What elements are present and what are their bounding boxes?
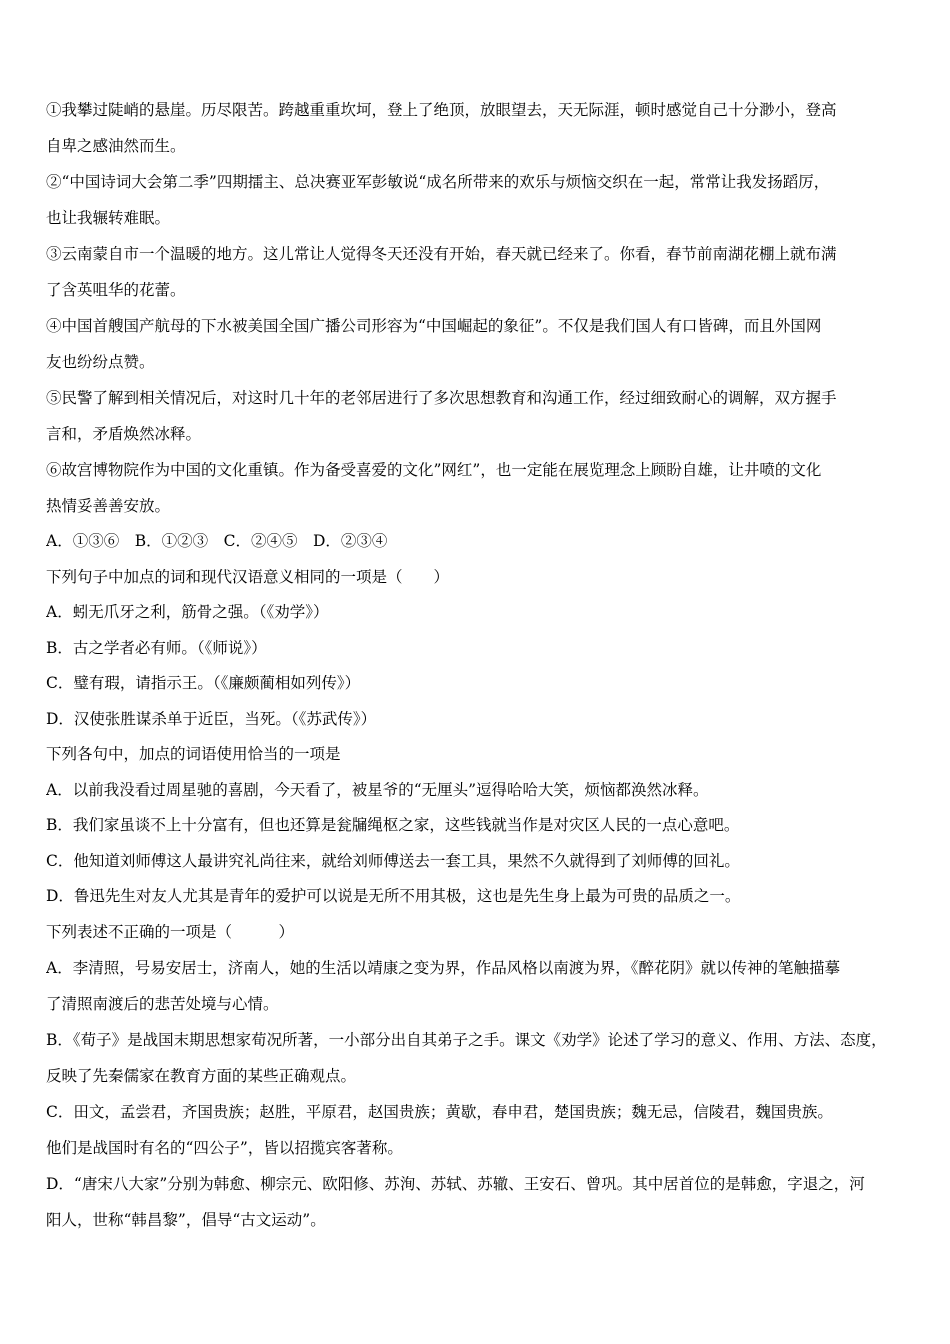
option-line: A．蚓无爪牙之利，筋骨之强。（《劝学》）	[46, 603, 329, 621]
option-line: D．鲁迅先生对友人尤其是青年的爱护可以说是无所不用其极，这也是先生身上最为可贵的品质之一。	[46, 887, 741, 905]
section1-statements	[46, 92, 912, 560]
option-line: A．以前我没看过周星驰的喜剧，今天看了，被星爷的“无厘头”逗得哈哈大笑，烦恼都涣然冰释。	[46, 780, 709, 799]
statement-line: ④中国首艘国产航母的下水被美国全国广播公司形容为“中国崛起的象征”。不仅是我们国人有口皆碑，而且外国网	[46, 317, 822, 335]
statement-line: 言和，矛盾焕然冰释。	[46, 425, 202, 443]
statement-line: 热情妥善善安放。	[46, 497, 171, 515]
question-3	[46, 737, 912, 915]
statement-line: ③云南蒙自市一个温暖的地方。这儿常让人觉得冬天还没有开始，春天就已经来了。你看，春节前南湖花棚上就布满	[46, 245, 837, 263]
document-page	[46, 92, 912, 1238]
option-line: D．“唐宋八大家”分别为韩愈、柳宗元、欧阳修、苏洵、苏轼、苏辙、王安石、曾巩。其中居首位的是韩愈，字退之，河	[46, 1175, 865, 1193]
statement-line: 友也纷纷点赞。	[46, 353, 155, 371]
statement-line: ⑤民警了解到相关情况后，对这时几十年的老邻居进行了多次思想教育和沟通工作，经过细致耐心的调解，双方握手	[46, 389, 837, 407]
question-stem: 下列句子中加点的词和现代汉语意义相同的一项是（ ）	[46, 567, 450, 586]
option-line: B．古之学者必有师。（《师说》）	[46, 638, 267, 657]
option-line: 了清照南渡后的悲苦处境与心情。	[46, 995, 279, 1013]
question-stem: 下列表述不正确的一项是（ ）	[46, 922, 295, 941]
option-line: D．汉使张胜谋杀单于近臣，当死。（《苏武传》）	[46, 709, 377, 728]
statement-line: ②“中国诗词大会第二季”四期擂主、总决赛亚军彭敏说“成名所带来的欢乐与烦恼交织在一起，常常让我发扬蹈厉，	[46, 173, 830, 191]
option-line: B．我们家虽谈不上十分富有，但也还算是瓮牖绳枢之家，这些钱就当作是对灾区人民的一点心意吧。	[46, 816, 740, 834]
option-line: C．他知道刘师傅这人最讲究礼尚往来，就给刘师傅送去一套工具，果然不久就得到了刘师傅的回礼。	[46, 851, 740, 870]
option-line: B．《荀子》是战国末期思想家荀况所著，一小部分出自其弟子之手。课文《劝学》论述了学习的意义、作用、方法、态度，	[46, 1031, 887, 1049]
option-line: 阳人，世称“韩昌黎”，倡导“古文运动”。	[46, 1211, 326, 1229]
option-line: 他们是战国时有名的“四公子”，皆以招揽宾客著称。	[46, 1139, 403, 1157]
option-line: C．田文，孟尝君，齐国贵族；赵胜，平原君，赵国贵族；黄歇，春申君，楚国贵族；魏无忌，信陵君，魏国贵族。	[46, 1103, 833, 1121]
statement-line: 了含英咀华的花蕾。	[46, 281, 186, 299]
option-line: A．李清照，号易安居士，济南人，她的生活以靖康之变为界，作品风格以南渡为界，《醉花阴》就以传神的笔触描摹	[46, 959, 840, 977]
option-line: C．璧有瑕，请指示王。（《廉颇蔺相如列传》）	[46, 674, 361, 692]
question-2	[46, 560, 912, 738]
option-line: 反映了先秦儒家在教育方面的某些正确观点。	[46, 1067, 357, 1085]
statement-line: 也让我辗转难眠。	[46, 209, 171, 227]
statement-line: ①我攀过陡峭的悬崖。历尽限苦。跨越重重坎坷，登上了绝顶，放眼望去，天无际涯，顿时感觉自己十分渺小，登高	[46, 101, 837, 119]
answer-options: A．①③⑥ B．①②③ C．②④⑤ D．②③④	[46, 532, 388, 550]
question-4	[46, 915, 912, 1239]
question-stem: 下列各句中，加点的词语使用恰当的一项是	[46, 745, 341, 763]
statement-line: ⑥故宫博物院作为中国的文化重镇。作为备受喜爱的文化”网红”，也一定能在展览理念上顾盼自雄，让井喷的文化	[46, 461, 822, 479]
statement-line: 自卑之感油然而生。	[46, 137, 186, 155]
